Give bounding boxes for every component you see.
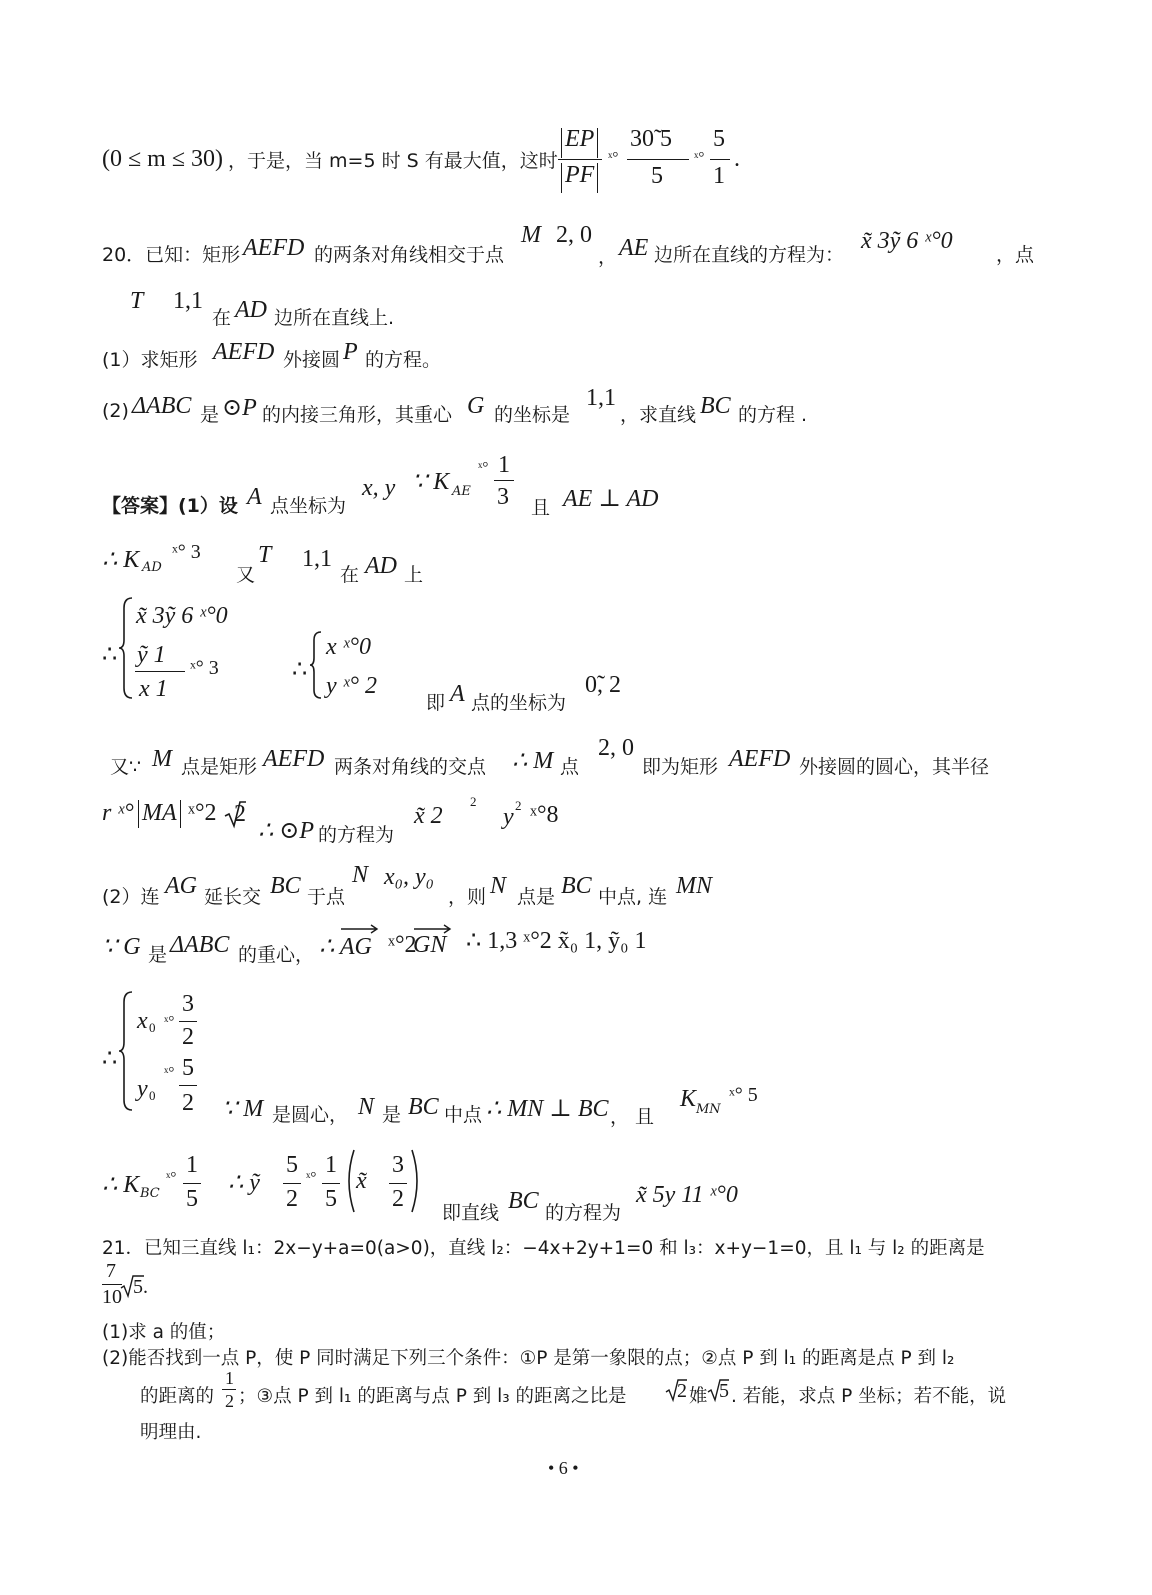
point-t: T <box>130 288 144 314</box>
x0: x <box>137 1008 148 1034</box>
answer-text: 是 <box>148 944 168 966</box>
line-bc: BC <box>700 393 731 419</box>
slope-k-ae: ∵ K <box>412 469 450 495</box>
vector-coordinates: ∴ 1,3 ˣ°2 x̃₀ 1, ỹ₀ 1 <box>466 928 647 954</box>
line-ae-equation: x̃ 3ỹ 6 ˣ°0 <box>861 228 953 254</box>
answer-label: 【答案】(1）设 <box>102 495 238 517</box>
circle-equation-x: x̃ 2 <box>414 803 443 829</box>
slope-value: ˣ° 3 <box>172 541 201 563</box>
garbled-mark: ˣ° <box>164 1014 175 1030</box>
point-n: N <box>358 1094 375 1120</box>
point-m: M <box>521 222 541 248</box>
fraction-denominator: 2 <box>182 1024 194 1050</box>
fraction-denominator: 2 <box>225 1391 234 1411</box>
rect-aefd: AEFD <box>729 746 791 772</box>
sqrt-radicand: 5 <box>719 1380 729 1402</box>
abs-bar <box>138 800 139 828</box>
slope-k-ad: ∴ K <box>102 547 140 573</box>
vector-ag: ∴ AG <box>319 934 372 960</box>
solution-x: x ˣ°0 <box>326 634 372 660</box>
circle-equation-value: ˣ°8 <box>530 802 559 828</box>
paren-left <box>342 1148 356 1214</box>
range-condition: (0 ≤ m ≤ 30) <box>102 146 223 172</box>
q21-text: . 若能，求点 P 坐标；若不能，说 <box>731 1386 1007 1407</box>
subscript: 0 <box>149 1088 156 1103</box>
brace-left <box>309 630 323 700</box>
perpendicular-ae-ad: AE ⊥ AD <box>563 486 659 512</box>
q20-text: 边所在直线上. <box>274 307 395 329</box>
point-n: N <box>352 862 369 888</box>
answer-text: 又∵ <box>110 756 142 778</box>
q21-line1: 21．已知三直线 l₁：2x−y+a=0(a>0)，直线 l₂：−4x+2y+1=0 和 l₃：x+y−1=0，且 l₁ 与 l₂ 的距离是 <box>102 1238 985 1259</box>
answer-text: 的方程为 <box>318 824 395 846</box>
page-number: • 6 • <box>548 1458 579 1478</box>
circle-p: ⊙P <box>222 395 257 421</box>
q20-text: 的方程。 <box>365 349 442 371</box>
answer-text: 于点 <box>307 886 346 908</box>
rect-aefd: AEFD <box>213 339 275 365</box>
side-ae: AE <box>619 235 649 261</box>
fraction-numerator: 3 <box>392 1152 404 1178</box>
perpendicular-mn-bc: ∴ MN ⊥ BC <box>486 1096 609 1122</box>
fraction-denominator: 2 <box>286 1186 298 1212</box>
therefore-symbol: ∴ <box>102 642 118 668</box>
q20-intro: 20．已知：矩形 <box>102 244 241 266</box>
point-m: ∴ M <box>512 748 554 774</box>
q20-part1: (1）求矩形 <box>102 349 198 371</box>
paren-right <box>410 1148 424 1214</box>
line-y: ∴ ỹ <box>228 1170 260 1196</box>
fraction-denominator: 2 <box>182 1090 194 1116</box>
answer-text: 点是矩形 <box>181 756 258 778</box>
text-max-value: ，于是，当 m=5 时 S 有最大值，这时 <box>228 150 558 172</box>
ep-label: EP <box>565 126 595 152</box>
fraction-denominator: 10 <box>102 1286 122 1308</box>
answer-text: 延长交 <box>204 886 262 908</box>
side-ad: AD <box>235 297 267 323</box>
q20-text: 的坐标是 <box>494 404 571 426</box>
comma: ， <box>598 246 618 268</box>
garbled-mark: ˣ° <box>478 460 489 476</box>
answer-text: ，则 <box>448 886 487 908</box>
y0: y <box>137 1076 148 1102</box>
sqrt-radicand: 2 <box>234 801 246 827</box>
abs-bar <box>180 800 181 828</box>
x-tilde: x̃ <box>356 1168 367 1194</box>
radius-r: r ˣ° <box>102 800 134 826</box>
fraction-bar <box>627 159 689 160</box>
abs-bar <box>561 128 562 158</box>
answer-text: 即 <box>426 692 446 714</box>
fraction-numerator: 1 <box>225 1368 234 1388</box>
answer-text: 中点, 连 <box>598 886 668 908</box>
q20-text: ，求直线 <box>620 404 697 426</box>
fraction-denominator: 3 <box>497 484 509 510</box>
fraction-bar <box>494 480 514 481</box>
therefore-symbol: ∴ <box>292 657 308 683</box>
fraction-bar <box>322 1183 340 1184</box>
q20-text: ，点 <box>996 244 1035 266</box>
fraction-bar <box>135 671 185 672</box>
a-coordinates: x, y <box>362 475 396 501</box>
fraction-denominator: x 1 <box>139 676 168 702</box>
point-t: T <box>258 542 272 568</box>
segment-ma: MA <box>142 800 177 826</box>
q21-text: 的距离的 <box>140 1386 215 1407</box>
garbled-mark: ˣ° <box>164 1065 175 1081</box>
subscript: 0 <box>149 1020 156 1035</box>
q20-text: 外接圆 <box>283 349 341 371</box>
point-m: ∵ M <box>222 1096 264 1122</box>
fraction-numerator: 5 <box>286 1152 298 1178</box>
answer-text: 的方程为 <box>545 1202 622 1224</box>
answer-text: 点坐标为 <box>270 495 347 517</box>
fraction-bar <box>710 159 730 160</box>
brace-left <box>118 990 134 1112</box>
m-coordinates: 2, 0 <box>556 222 592 248</box>
fraction-denominator: 1 <box>713 163 725 189</box>
solution-y: y ˣ° 2 <box>326 673 378 699</box>
answer-text: 是 <box>382 1104 402 1126</box>
pf-label: PF <box>565 162 595 188</box>
q20-text: 边所在直线的方程为： <box>654 244 845 266</box>
system-equation: x̃ 3ỹ 6 ˣ°0 <box>136 603 228 629</box>
sqrt-radicand: 2 <box>677 1380 687 1402</box>
q20-text: 在 <box>212 307 232 329</box>
answer-text: 点的坐标为 <box>471 692 567 714</box>
radius-value: ˣ°2 <box>188 800 217 826</box>
vector-arrow <box>340 924 380 934</box>
triangle-abc: ΔABC <box>132 393 192 419</box>
q21-part2-end: 明理由. <box>140 1422 202 1443</box>
q20-text: 的内接三角形，其重心 <box>262 404 453 426</box>
n-coordinates: x₀, y₀ <box>384 864 434 890</box>
answer-text: 外接圆的圆心，其半径 <box>799 756 990 778</box>
circle-p: ∴ ⊙P <box>258 818 315 844</box>
answer-text: 两条对角线的交点 <box>334 756 487 778</box>
slope-subscript: AE <box>452 484 471 499</box>
slope-value: ˣ° 5 <box>729 1084 758 1106</box>
centroid-g: G <box>467 393 485 419</box>
garbled-mark: ˣ° <box>166 1170 177 1186</box>
line-bc: BC <box>408 1094 439 1120</box>
answer-part2: (2）连 <box>102 886 160 908</box>
q21-part2: (2)能否找到一点 P，使 P 同时满足下列三个条件：①P 是第一象限的点；②点 P 到 l₁ 的距离是点 P 到 l₂ <box>102 1348 955 1369</box>
slope-subscript: AD <box>142 560 162 575</box>
fraction-denominator: 5 <box>325 1186 337 1212</box>
fraction-bar <box>179 1021 197 1022</box>
answer-text: 在 <box>340 564 360 586</box>
answer-text: 即为矩形 <box>642 756 719 778</box>
fraction-numerator: 1 <box>186 1152 198 1178</box>
fraction-denominator: 5 <box>186 1186 198 1212</box>
q20-text: 是 <box>200 404 220 426</box>
system-value: ˣ° 3 <box>190 657 219 679</box>
q20-part2: (2) <box>102 400 129 422</box>
q21-part1: (1)求 a 的值； <box>102 1322 226 1343</box>
fraction-numerator: 7 <box>106 1260 116 1282</box>
line-bc: BC <box>561 873 592 899</box>
t-coordinates: 1,1 <box>302 546 332 572</box>
fraction-numerator: 5 <box>713 126 725 152</box>
point-a: A <box>450 681 465 707</box>
fraction-bar <box>222 1389 236 1390</box>
brace-left <box>118 596 134 700</box>
m-coordinates: 2, 0 <box>598 735 634 761</box>
fraction-bar <box>283 1183 301 1184</box>
answer-text: 的重心， <box>238 944 315 966</box>
a-coordinates: 0̃, 2 <box>585 672 621 698</box>
slope-k-mn: K <box>680 1086 697 1112</box>
fraction-numerator: 5 <box>182 1055 194 1081</box>
triangle-abc: ΔABC <box>170 932 230 958</box>
fraction-denominator: 2 <box>392 1186 404 1212</box>
fraction-bar <box>179 1085 197 1086</box>
abs-bar <box>597 163 598 193</box>
fraction-numerator: 1 <box>325 1152 337 1178</box>
q21-text: ；③点 P 到 l₁ 的距离与点 P 到 l₃ 的距离之比是 <box>238 1386 627 1407</box>
answer-text: 点是 <box>517 886 556 908</box>
exponent: 2 <box>470 794 477 809</box>
point-a: A <box>247 484 262 510</box>
fraction-bar <box>389 1183 407 1184</box>
slope-k-bc: ∴ K <box>102 1172 140 1198</box>
answer-text: 中点 <box>444 1104 483 1126</box>
answer-text: 是圆心， <box>272 1104 349 1126</box>
garbled-mark: ˣ° <box>306 1170 317 1186</box>
line-bc: BC <box>270 873 301 899</box>
fraction-bar <box>183 1183 201 1184</box>
fraction-numerator: 30̃ 5 <box>630 126 672 152</box>
abs-bar <box>561 163 562 193</box>
point-n: N <box>490 873 507 899</box>
vector-arrow <box>413 924 453 934</box>
point-m: M <box>152 746 172 772</box>
centroid-g: ∵ G <box>102 934 141 960</box>
slope-subscript: MN <box>696 1102 721 1117</box>
answer-text: 且 <box>531 497 551 519</box>
answer-text: 又 <box>236 564 256 586</box>
period: . <box>734 146 740 172</box>
ratio-separator: 婎 <box>689 1386 708 1407</box>
fraction-denominator: 5 <box>651 163 663 189</box>
garbled-mark: ˣ° <box>694 150 705 166</box>
therefore-symbol: ∴ <box>102 1046 118 1072</box>
rect-aefd: AEFD <box>263 746 325 772</box>
fraction-numerator: 3 <box>182 991 194 1017</box>
fraction-numerator: 1 <box>498 452 510 478</box>
sqrt-radicand: 5. <box>133 1276 148 1298</box>
vector-gn: GN <box>413 932 447 958</box>
fraction-bar <box>558 159 602 160</box>
final-equation: x̃ 5y 11 ˣ°0 <box>636 1182 738 1208</box>
q20-text: 的两条对角线相交于点 <box>314 244 505 266</box>
circle-p: P <box>343 339 358 365</box>
answer-text: 即直线 <box>442 1202 500 1224</box>
segment-ag: AG <box>165 873 197 899</box>
t-coordinates: 1,1 <box>173 288 203 314</box>
garbled-mark: ˣ° <box>608 150 619 166</box>
rect-aefd: AEFD <box>243 235 305 261</box>
slope-subscript: BC <box>140 1186 160 1201</box>
q20-text: 的方程 . <box>738 404 808 426</box>
circle-equation-y: y <box>503 804 514 830</box>
answer-text: 点 <box>560 756 580 778</box>
vector-equation: ˣ°2 <box>388 932 417 958</box>
abs-bar <box>597 128 598 158</box>
exponent: 2 <box>515 798 522 813</box>
answer-text: 上 <box>404 564 424 586</box>
g-coordinates: 1,1 <box>586 385 616 411</box>
side-ad: AD <box>365 553 397 579</box>
fraction-numerator: ỹ 1 <box>137 642 166 668</box>
segment-mn: MN <box>676 873 712 899</box>
answer-text: ， 且 <box>610 1106 655 1128</box>
line-bc: BC <box>508 1188 539 1214</box>
fraction-bar <box>102 1284 122 1285</box>
